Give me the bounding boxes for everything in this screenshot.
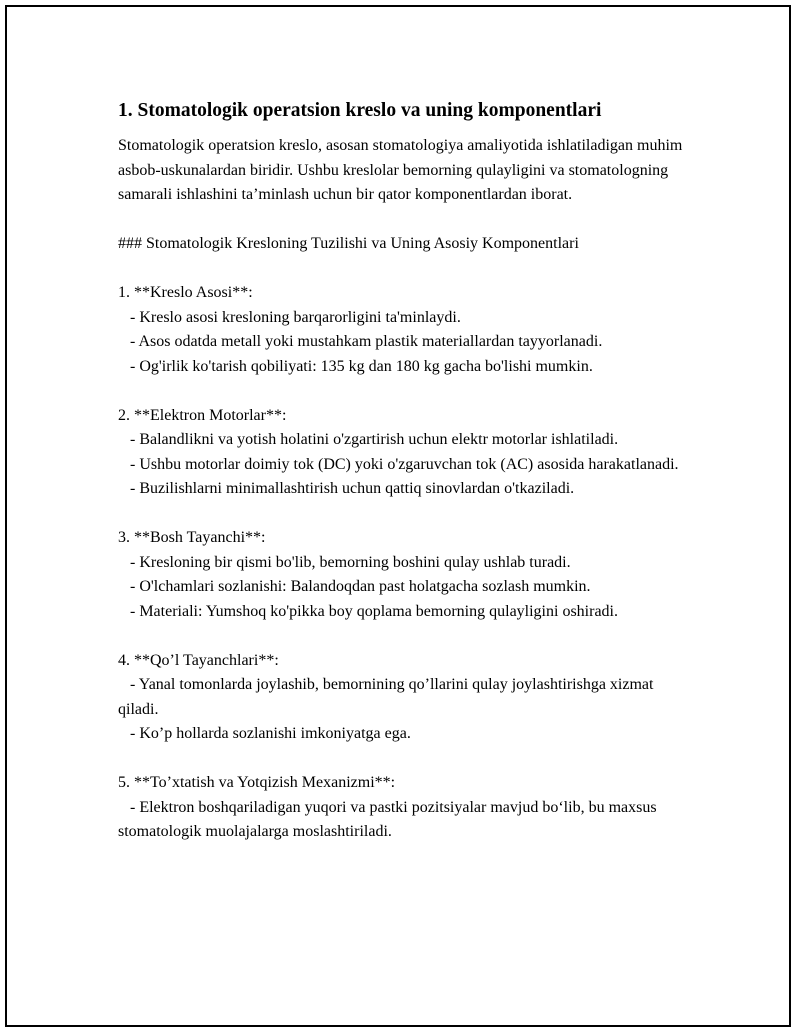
document-content xyxy=(118,98,693,845)
section-heading: 1. Stomatologik operatsion kreslo va uning komponentlari xyxy=(118,100,602,121)
document-body-text: Stomatologik operatsion kreslo, asosan stomatologiya amaliyotida ishlatiladigan muhim asbob-uskunalardan biridir. Ushbu kreslolar bemorning qulayligini va stomatologning samarali ishlashini ta’minlash uchun bir qator komponentlardan iborat. ### Stomatologik Kresloning Tuzilishi va Uning Asosiy Komponentlari 1. **Kreslo Asosi**: - Kreslo asosi kresloning barqarorligini ta'minlaydi. - Asos odatda metall yoki mustahkam plastik materiallardan tayyorlanadi. - Og'irlik ko'tarish qobiliyati: 135 kg dan 180 kg gacha bo'lishi mumkin. 2. **Elektron Motorlar**: - Balandlikni va yotish holatini o'zgartirish uchun elektr motorlar ishlatiladi. - Ushbu motorlar doimiy tok (DC) yoki o'zgaruvchan tok (AC) asosida harakatlanadi. - Buzilishlarni minimallashtirish uchun qattiq sinovlardan o'tkaziladi. 3. **Bosh Tayanchi**: - Kresloning bir qismi bo'lib, bemorning boshini qulay ushlab turadi. - O'lchamlari sozlanishi: Balandoqdan past holatgacha sozlash mumkin. - Materiali: Yumshoq ko'pikka boy qoplama bemorning qulayligini oshiradi. 4. **Qo’l Tayanchlari**: - Yanal tomonlarda joylashib, bemornining qo’llarini qulay joylashtirishga xizmat qiladi. - Ko’p hollarda sozlanishi imkoniyatga ega. 5. **To’xtatish va Yotqizish Mexanizmi**: - Elektron boshqariladigan yuqori va pastki pozitsiyalar mavjud bo‘lib, bu maxsus stomatologik muolajalarga moslashtiriladi. xyxy=(118,137,683,840)
document-page xyxy=(5,5,791,1027)
